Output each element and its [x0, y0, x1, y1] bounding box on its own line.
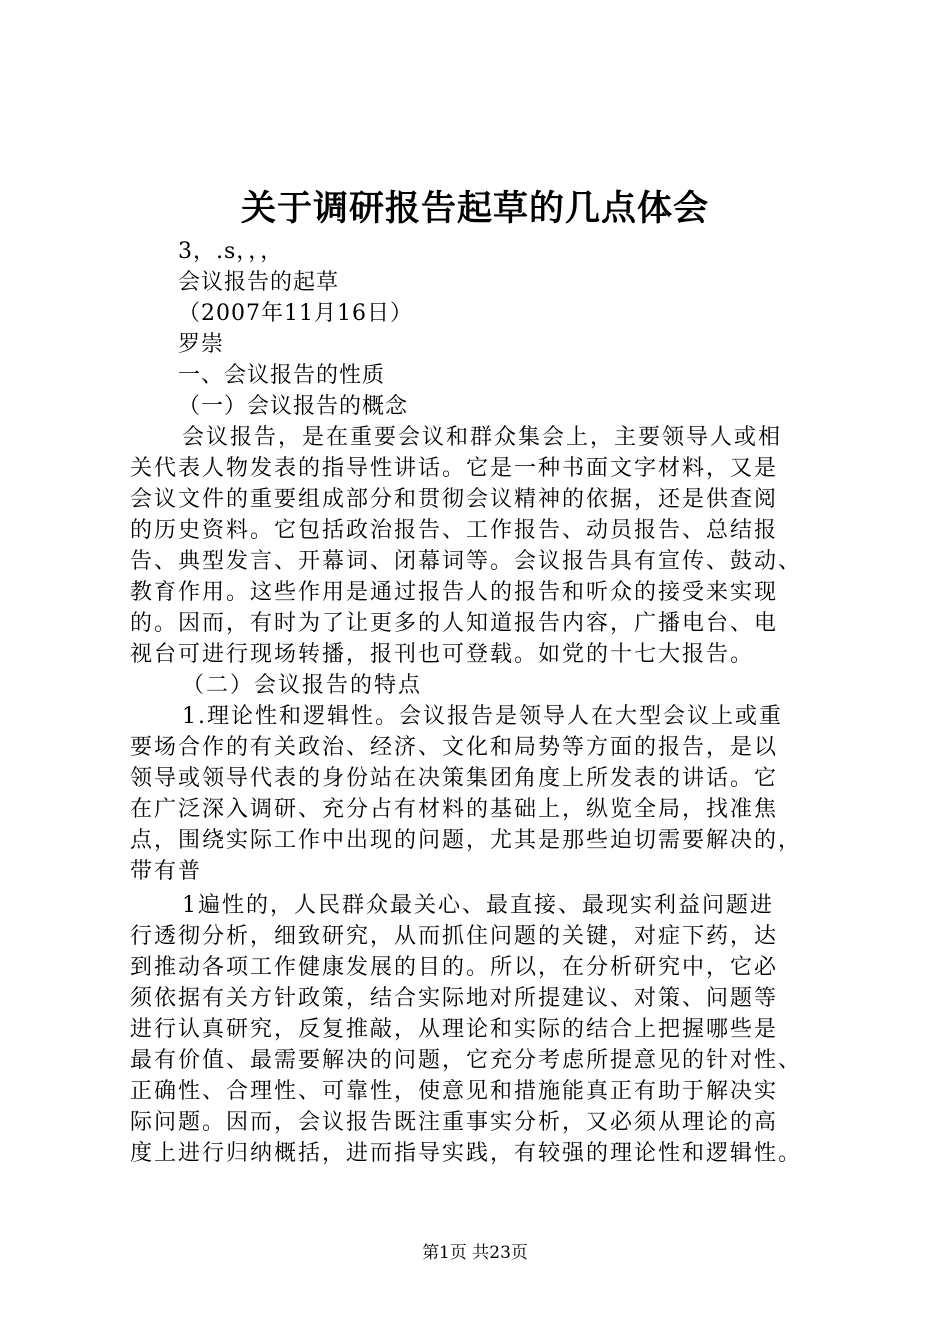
paragraph-line: 点，围绕实际工作中出现的问题，尤其是那些迫切需要解决的，: [130, 828, 803, 853]
paragraph-line: 要场合作的有关政治、经济、文化和局势等方面的报告，是以: [130, 735, 779, 760]
page-number-footer: 第1页 共23页: [422, 1243, 528, 1263]
paragraph-line: 到推动各项工作健康发展的目的。所以，在分析研究中，它必: [130, 955, 779, 980]
body-line: 3，.s，，，: [178, 239, 284, 264]
paragraph-line: 会议报告，是在重要会议和群众集会上，主要领导人或相: [182, 425, 783, 450]
paragraph-line: 须依据有关方针政策，结合实际地对所提建议、对策、问题等: [130, 986, 779, 1011]
paragraph-line: 会议文件的重要组成部分和贯彻会议精神的依据，还是供查阅: [130, 487, 779, 512]
document-title: 关于调研报告起草的几点体会: [240, 189, 709, 229]
paragraph-line: 1遍性的，人民群众最关心、最直接、最现实利益问题进: [182, 893, 774, 918]
paragraph-line: 进行认真研究，反复推敲，从理论和实际的结合上把握哪些是: [130, 1017, 779, 1042]
paragraph-line: 领导或领导代表的身份站在决策集团角度上所发表的讲话。它: [130, 766, 779, 791]
paragraph-line: 行透彻分析，细致研究，从而抓住问题的关键，对症下药，达: [130, 924, 779, 949]
section-heading: 一、会议报告的性质: [178, 363, 386, 388]
body-line: 会议报告的起草: [178, 270, 340, 295]
paragraph-line: 度上进行归纳概括，进而指导实践，有较强的理论性和逻辑性。: [130, 1141, 803, 1166]
paragraph-line: 的历史资料。它包括政治报告、工作报告、动员报告、总结报: [130, 518, 779, 543]
paragraph-line: 在广泛深入调研、充分占有材料的基础上，纵览全局，找准焦: [130, 797, 779, 822]
paragraph-line: 教育作用。这些作用是通过报告人的报告和听众的接受来实现: [130, 580, 779, 605]
document-body: [130, 236, 834, 1169]
paragraph-line: 正确性、合理性、可靠性，使意见和措施能真正有助于解决实: [130, 1079, 779, 1104]
paragraph-line: 视台可进行现场转播，报刊也可登载。如党的十七大报告。: [130, 642, 755, 667]
paragraph-line: 关代表人物发表的指导性讲话。它是一种书面文字材料，又是: [130, 456, 779, 481]
paragraph-line: 1.理论性和逻辑性。会议报告是领导人在大型会议上或重: [182, 704, 783, 729]
paragraph-line: 最有价值、最需要解决的问题，它充分考虑所提意见的针对性、: [130, 1048, 803, 1073]
subsection-heading: （一）会议报告的概念: [178, 394, 409, 419]
paragraph-line: 际问题。因而，会议报告既注重事实分析，又必须从理论的高: [130, 1110, 779, 1135]
body-line: （2007年11月16日）: [178, 301, 413, 326]
paragraph-line: 带有普: [130, 859, 203, 884]
paragraph-line: 告、典型发言、开幕词、闭幕词等。会议报告具有宣传、鼓动、: [130, 549, 803, 574]
subsection-heading: （二）会议报告的特点: [182, 673, 423, 698]
paragraph-line: 的。因而，有时为了让更多的人知道报告内容，广播电台、电: [130, 611, 779, 636]
body-line: 罗崇: [178, 332, 225, 357]
